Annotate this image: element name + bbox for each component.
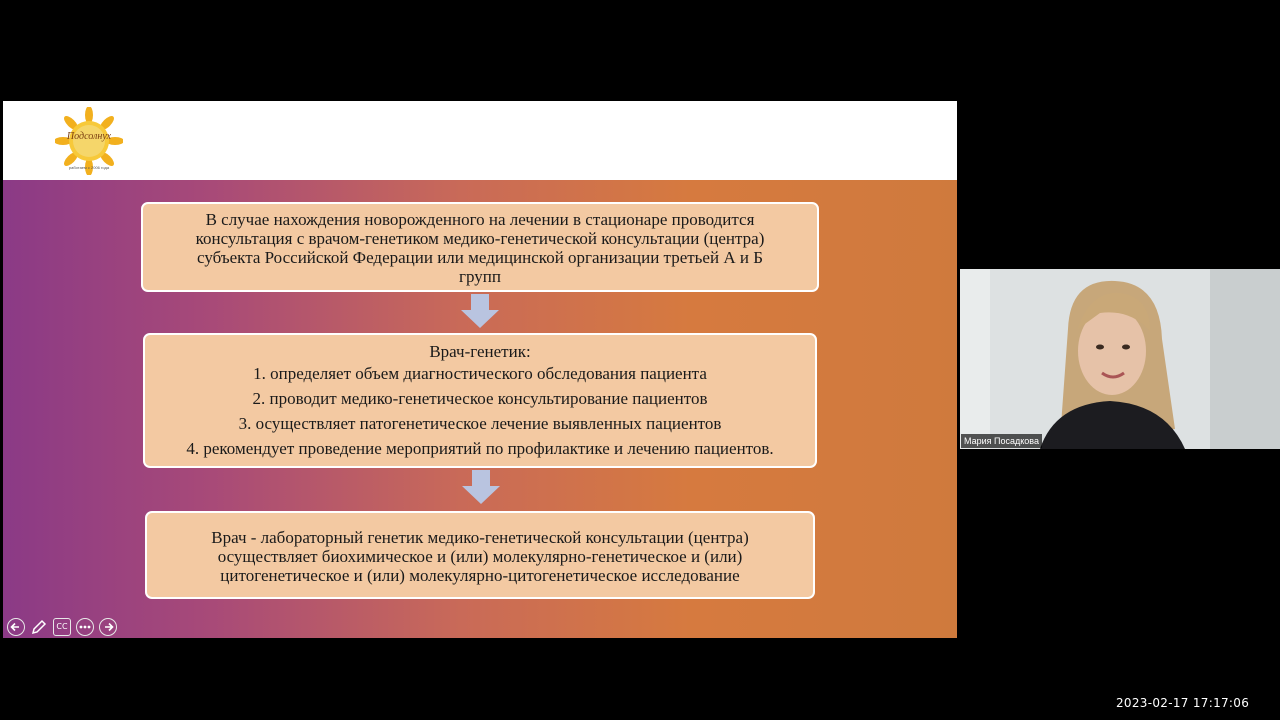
slide-header <box>3 101 957 180</box>
arrow-down-icon <box>461 294 499 328</box>
text-line: групп <box>459 267 501 286</box>
timestamp: 2023-02-17 17:17:06 <box>1116 696 1250 710</box>
arrow-down-icon <box>462 470 500 504</box>
more-icon[interactable] <box>76 618 94 636</box>
list-item: 3. осуществляет патогенетическое лечение выявленных пациентов <box>238 414 722 433</box>
geneticist-box <box>143 333 817 468</box>
consultation-box <box>141 202 819 292</box>
logo <box>55 107 123 175</box>
text-line: осуществляет биохимическое и (или) молекулярно-генетическое и (или) <box>217 547 743 566</box>
text-line: Врач - лабораторный генетик медико-генетической консультации (центра) <box>211 528 749 547</box>
participant-name: Мария Посадкова <box>961 434 1042 448</box>
box-title: Врач-генетик: <box>429 342 531 361</box>
presentation-slide <box>3 101 957 638</box>
captions-label: CC <box>56 622 68 631</box>
list-item: 4. рекомендует проведение мероприятий по профилактике и лечению пациентов. <box>186 439 774 458</box>
arrow-left-icon[interactable] <box>7 618 25 636</box>
participant-video <box>960 269 1280 449</box>
lab-geneticist-box <box>145 511 815 599</box>
text-line: субъекта Российской Федерации или медицинской организации третьей А и Б <box>197 248 763 267</box>
list-item: 2. проводит медико-генетическое консультирование пациентов <box>252 389 708 408</box>
participant-avatar <box>960 269 1280 449</box>
text-line: консультация с врачом-генетиком медико-генетической консультации (центра) <box>195 229 765 248</box>
captions-icon[interactable] <box>53 618 71 636</box>
text-line: В случае нахождения новорожденного на лечении в стационаре проводится <box>205 210 755 229</box>
list-item: 1. определяет объем диагностического обследования пациента <box>253 364 707 383</box>
text-line: цитогенетическое и (или) молекулярно-цитогенетическое исследование <box>220 566 740 585</box>
logo-subtitle: работаем с 2006 года <box>68 165 110 170</box>
logo-text: Подсолнух <box>66 131 112 142</box>
arrow-right-icon[interactable] <box>99 618 117 636</box>
slide-body <box>3 180 957 638</box>
pen-icon[interactable] <box>30 618 46 634</box>
